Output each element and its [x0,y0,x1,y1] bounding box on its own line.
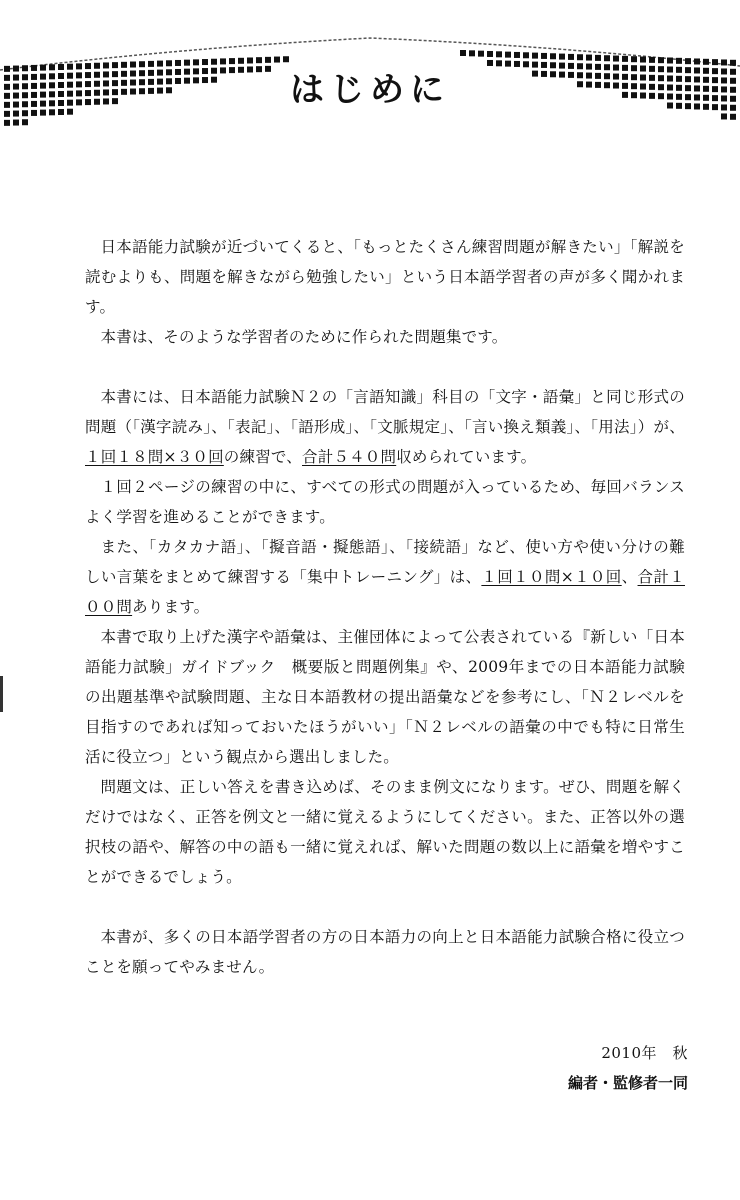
banner-dot [721,113,727,119]
contents-text-b: の練習で、 [223,448,302,466]
banner-dot [730,114,736,120]
paragraph-contents [85,382,685,472]
contents-text-a: 本書には、日本語能力試験Ｎ２の「言語知識」科目の「文字・語彙」と同じ形式の問題（「漢字読み」、「表記」、「語形成」、「文脈規定」、「言い換え類義」、「用法」）が、 [85,388,685,436]
binding-mark [0,676,3,712]
paragraph-training [85,532,685,622]
paragraph-sources: 本書で取り上げた漢字や語彙は、主催団体によって公表されている『新しい「日本語能力試験」ガイドブック 概要版と問題例集』や、2009年までの日本語能力試験の出題基準や試験問題、主な日本語教材の提出語彙などを参考にし、「Ｎ２レベルを目指すのであれば知っておいたほうがいい」「Ｎ２レベルの語彙の中でも特に日常生活に役立つ」という観点から選出しました。 [85,628,685,766]
banner-dot [514,52,520,58]
banner-dot [496,51,502,57]
paragraph-usage: 問題文は、正しい答えを書き込めば、そのまま例文になります。ぜひ、問題を解くだけではなく、正答を例文と一緒に覚えるようにしてください。また、正答以外の選択枝の語や、解答の中の語も一緒に覚えれば、解いた問題の数以上に語彙を増やすことができるでしょう。 [85,778,685,886]
banner-dot [595,55,601,61]
banner-dot [559,54,565,60]
contents-text-c: 収められています。 [396,448,537,466]
paragraph-purpose: 本書は、そのような学習者のために作られた問題集です。 [100,328,508,346]
signature-block [568,1038,688,1098]
banner-dot [4,120,10,126]
contents-underline-2: 合計５４０問 [302,448,397,466]
spacer [85,892,685,922]
signature-authors: 編者・監修者一同 [567,1074,688,1092]
training-text-c: あります。 [132,598,210,616]
banner-dot [622,56,628,62]
banner-dot [550,53,556,59]
banner-dot [577,54,583,60]
banner-dot [478,51,484,57]
banner-dot [13,111,19,117]
training-underline-1: １回１０問×１０回 [481,568,622,586]
page-title: はじめに [290,70,450,110]
banner-dot [523,52,529,58]
banner-dot [586,55,592,61]
paragraph-intro: 日本語能力試験が近づいてくると、「もっとたくさん練習問題が解きたい」「解説を読むよりも、問題を解きながら勉強したい」という日本語学習者の声が多く聞かれます。 [85,238,685,316]
training-text-b: 、 [621,568,638,586]
banner-dot [541,53,547,59]
signature-date: 2010年 秋 [601,1044,688,1062]
banner-dot [22,119,28,125]
body-text [85,232,685,982]
training-underline-2: 合計１００問 [85,568,685,616]
paragraph-balance: １回２ページの練習の中に、すべての形式の問題が入っているため、毎回バランスよく学習を進めることができます。 [85,478,685,526]
training-text-a: また、「カタカナ語」、「擬音語・擬態語」、「接続語」など、使い方や使い分けの難しい言葉をまとめて練習する「集中トレーニング」は、 [85,538,685,586]
banner-dot [487,51,493,57]
spacer [85,352,685,382]
paragraph-closing: 本書が、多くの日本語学習者の方の日本語力の向上と日本語能力試験合格に役立つことを願ってやみません。 [85,928,685,976]
banner-dot [604,55,610,61]
banner-dot [613,56,619,62]
header-band [0,0,740,140]
banner-dot [469,50,475,56]
banner-dot [505,52,511,58]
banner-dot [568,54,574,60]
banner-dot [13,120,19,126]
banner-dot [22,110,28,116]
banner-dot [4,111,10,117]
banner-dot [460,50,466,56]
contents-underline-1: １回１８問×３０回 [85,448,224,466]
banner-dot [532,53,538,59]
